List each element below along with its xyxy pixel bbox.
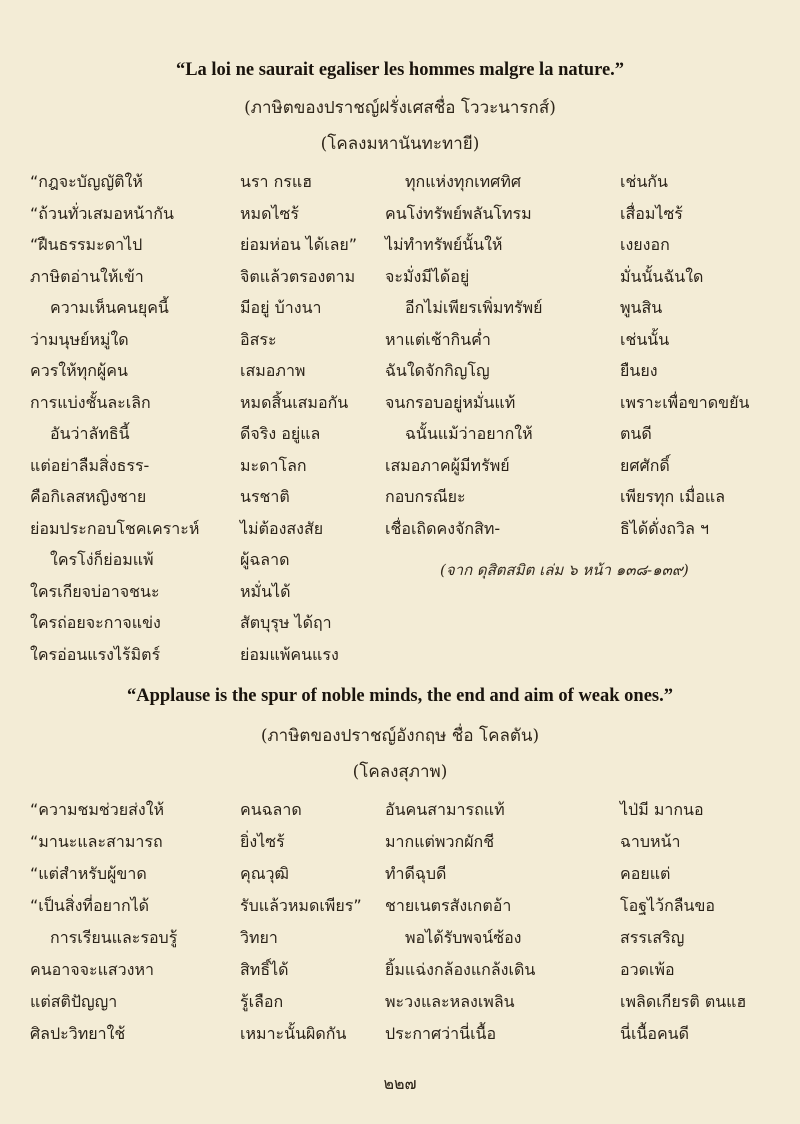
verse-cell-col2: หมดสิ้นเสมอกัน	[240, 392, 349, 412]
verse-cell-col2: รู้เลือก	[240, 992, 284, 1011]
verse-cell-col4: เพราะเพื่อขาดขยัน	[620, 392, 750, 412]
verse-cell-col1: อันว่าลัทธินี้	[50, 424, 130, 443]
english-quote: “Applause is the spur of noble minds, the end and aim of weak ones.”	[126, 686, 674, 706]
verse-cell-col1: ใครอ่อนแรงไร้มิตร์	[30, 644, 161, 664]
verse-cell-col1: ความเห็นคนยุคนี้	[50, 298, 169, 317]
verse-cell-col2: คนฉลาด	[240, 800, 302, 819]
verse2-meter: (โคลงสุภาพ)	[352, 762, 448, 782]
verse-cell-col1: การแบ่งชั้นละเลิก	[30, 392, 151, 412]
verse-line	[0, 643, 800, 675]
verse-cell-col4: เพลิดเกียรติ ตนแฮ	[620, 992, 747, 1011]
verse-cell-col1: ภาษิตอ่านให้เข้า	[30, 266, 144, 286]
verse-cell-col3: ฉันใดจักกิญโญ	[385, 361, 490, 380]
verse-cell-col4: อวดเพ้อ	[620, 960, 675, 979]
verse-cell-col1: ศิลปะวิทยาใช้	[30, 1024, 126, 1043]
verse-cell-col3: หาแต่เช้ากินค่ำ	[385, 329, 491, 349]
verse-cell-col2: อิสระ	[240, 329, 277, 349]
verse-cell-col3: พะวงและหลงเพลิน	[385, 992, 515, 1011]
verse-cell-col3: ทำดีฉุบดี	[385, 864, 447, 883]
verse-cell-col2: หมั่นได้	[240, 581, 291, 601]
verse-cell-col4: พูนสิน	[620, 298, 663, 317]
verse-cell-col3: พอได้รับพจน์ซ้อง	[405, 928, 522, 947]
verse-cell-col1: แต่อย่าลืมสิ่งธรร-	[30, 455, 150, 475]
verse-cell-col3: เสมอภาคผู้มีทรัพย์	[385, 455, 510, 475]
verse-cell-col3: คนโง่ทรัพย์พลันโทรม	[385, 203, 532, 223]
verse-cell-col3: จนกรอบอยู่หมั่นแท้	[385, 392, 516, 412]
verse-cell-col2: นรา กรแฮ	[240, 172, 312, 191]
verse-cell-col4: เสื่อมไซร้	[620, 203, 683, 223]
verse-cell-col2: ย่อมแพ้คนแรง	[240, 644, 339, 664]
verse-cell-col1: “มานะและสามารถ	[30, 832, 163, 851]
verse-cell-col2: ยิ่งไซร้	[240, 832, 285, 851]
french-quote: “La loi ne saurait egaliser les hommes malgre la nature.”	[175, 60, 625, 80]
verse-cell-col2: ผู้ฉลาด	[240, 550, 290, 569]
verse-line	[0, 894, 800, 926]
verse-cell-col2: มะดาโลก	[240, 455, 307, 475]
english-source: (ภาษิตของปราชญ์อังกฤษ ชื่อ โคลตัน)	[260, 726, 540, 746]
verse-line	[0, 202, 800, 234]
verse-cell-col2: สัตบุรุษ ได้ฤา	[240, 613, 332, 632]
verse-cell-col2: คุณวุฒิ	[240, 864, 289, 883]
verse-cell-col1: “ถ้วนทั่วเสมอหน้ากัน	[30, 203, 174, 223]
verse-cell-col2: หมดไซร้	[240, 203, 299, 223]
verse-cell-col3: เชื่อเถิดคงจักสิท-	[385, 518, 501, 538]
verse-cell-col1: ว่ามนุษย์หมู่ใด	[30, 329, 129, 349]
verse-cell-col1: คือกิเลสหญิงชาย	[30, 487, 147, 506]
verse-cell-col3: ฉนั้นแม้ว่าอยากให้	[405, 424, 533, 443]
verse-cell-col3: จะมั่งมีได้อยู่	[385, 266, 470, 286]
verse-line	[0, 296, 800, 328]
verse-line	[0, 580, 800, 612]
verse-cell-col3: ไม่ทำทรัพย์นั้นให้	[385, 235, 503, 254]
verse-cell-col4: มั่นนั้นฉันใด	[620, 266, 704, 286]
verse-line	[0, 170, 800, 202]
verse-cell-col2: ย่อมห่อน ได้เลย”	[240, 235, 358, 254]
verse-cell-col3: อันคนสามารถแท้	[385, 800, 505, 819]
verse-cell-col4: ธิได้ดั่งถวิล ฯ	[620, 518, 709, 538]
verse-line	[0, 454, 800, 486]
verse-cell-col1: แต่สติปัญญา	[30, 992, 118, 1011]
verse-cell-col4: เช่นกัน	[620, 172, 668, 191]
verse-cell-col4: นี่เนื้อคนดี	[620, 1024, 689, 1043]
verse-line	[0, 830, 800, 862]
verse-cell-col2: วิทยา	[240, 928, 278, 947]
page-number: ๒๒๗	[383, 1074, 417, 1093]
verse-line	[0, 265, 800, 297]
verse-cell-col1: “แต่สำหรับผู้ขาด	[30, 864, 147, 883]
verse-line	[0, 233, 800, 265]
verse-cell-col3: อีกไม่เพียรเพิ่มทรัพย์	[405, 298, 543, 317]
verse-line	[0, 862, 800, 894]
verse-line	[0, 391, 800, 423]
verse-line	[0, 1022, 800, 1054]
verse-cell-col1: “กฎจะบัญญัติให้	[30, 172, 143, 191]
verse-cell-col4: ฉาบหน้า	[620, 832, 681, 851]
verse-cell-col3: กอบกรณียะ	[385, 487, 466, 506]
verse-cell-col2: จิตแล้วตรองตาม	[240, 266, 356, 286]
verse-line	[0, 359, 800, 391]
verse-cell-col4: เช่นนั้น	[620, 329, 670, 349]
verse-cell-col4: ไป่มี มากนอ	[620, 800, 704, 819]
verse-cell-col2: ดีจริง อยู่แล	[240, 424, 321, 443]
verse-line	[0, 422, 800, 454]
citation: (จาก ดุสิตสมิต เล่ม ๖ หน้า ๑๓๘-๑๓๙)	[440, 561, 689, 579]
verse-line	[0, 328, 800, 360]
verse-cell-col2: เสมอภาพ	[240, 361, 306, 380]
verse-line	[0, 517, 800, 549]
verse-cell-col3: ยิ้มแฉ่งกล้องแกล้งเดิน	[385, 960, 536, 979]
verse-cell-col3: ประกาศว่านี่เนื้อ	[385, 1024, 497, 1043]
verse-cell-col1: ย่อมประกอบโชคเคราะห์	[30, 518, 200, 538]
verse-cell-col3: ทุกแห่งทุกเทศทิศ	[405, 172, 522, 191]
verse-cell-col1: ใครโง่ก็ย่อมแพ้	[50, 550, 154, 569]
verse-cell-col4: ยศศักดิ์	[620, 455, 670, 475]
verse-cell-col1: คนอาจจะแสวงหา	[30, 960, 154, 979]
verse-cell-col3: มากแต่พวกผักชี	[385, 832, 495, 851]
verse-cell-col4: ยืนยง	[620, 361, 658, 380]
verse-line	[0, 958, 800, 990]
verse-cell-col1: ควรให้ทุกผู้คน	[30, 361, 128, 380]
verse-cell-col1: ใครเกียจบ่อาจชนะ	[30, 581, 160, 601]
verse-cell-col2: รับแล้วหมดเพียร”	[240, 896, 362, 915]
verse-cell-col2: เหมาะนั้นผิดกัน	[240, 1024, 347, 1043]
verse1-meter: (โคลงมหานันทะทายี)	[320, 134, 480, 154]
verse-cell-col4: เพียรทุก เมื่อแล	[620, 487, 726, 506]
verse-cell-col2: ไม่ต้องสงสัย	[240, 518, 324, 538]
verse-cell-col1: ใครถ่อยจะกาจแข่ง	[30, 613, 161, 632]
verse-cell-col1: การเรียนและรอบรู้	[50, 928, 178, 947]
french-source: (ภาษิตของปราชญ์ฝรั่งเศสชื่อ โววะนารกส์)	[244, 98, 556, 118]
verse-line	[0, 926, 800, 958]
verse-cell-col1: “ความชมช่วยส่งให้	[30, 800, 165, 819]
verse-cell-col4: ตนดี	[620, 424, 652, 443]
verse-cell-col4: คอยแต่	[620, 864, 671, 883]
verse-line	[0, 990, 800, 1022]
verse-cell-col1: “เป็นสิ่งที่อยากได้	[30, 896, 150, 915]
verse-line	[0, 611, 800, 643]
verse-cell-col2: มีอยู่ บ้างนา	[240, 298, 322, 317]
verse-cell-col4: โอฐไว้กลืนขอ	[620, 896, 716, 915]
verse-cell-col2: นรชาติ	[240, 487, 290, 506]
verse-cell-col4: สรรเสริญ	[620, 928, 685, 947]
verse-cell-col4: เงยงอก	[620, 235, 670, 254]
verse-line	[0, 798, 800, 830]
verse-cell-col2: สิทธิ์ได้	[240, 960, 289, 979]
verse-cell-col3: ชายเนตรสังเกตอ้า	[385, 896, 512, 915]
verse-cell-col1: “ฝืนธรรมะดาไป	[30, 235, 143, 254]
verse-line	[0, 485, 800, 517]
